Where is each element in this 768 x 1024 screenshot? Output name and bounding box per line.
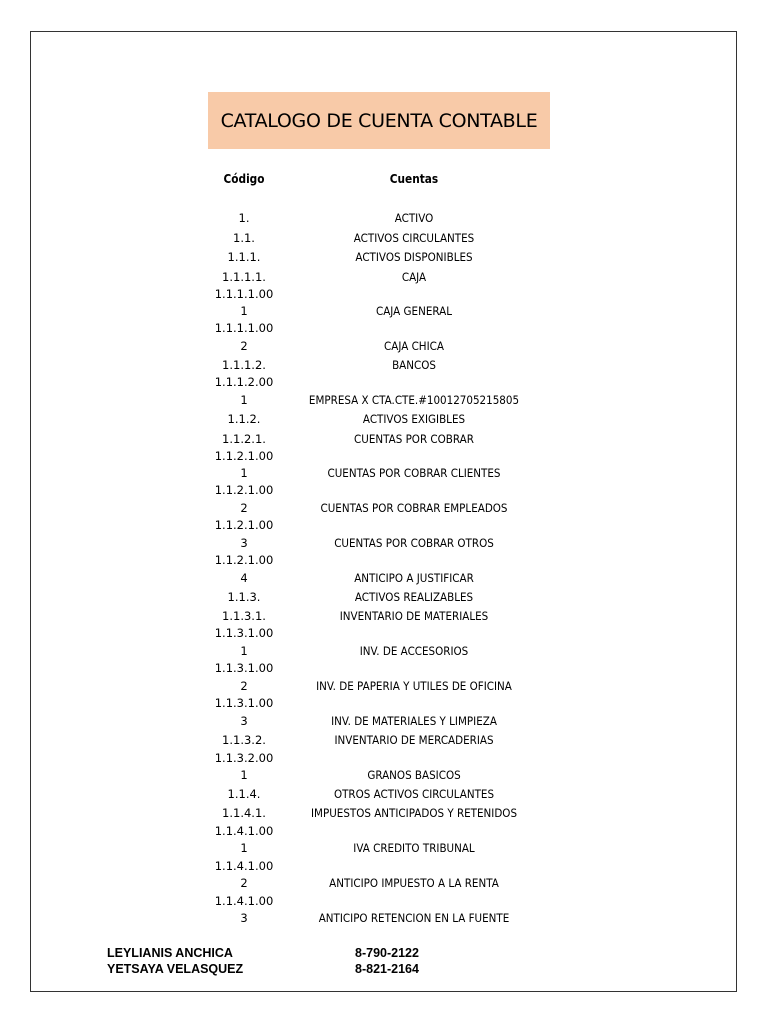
account-name: INV. DE PAPERIA Y UTILES DE OFICINA [316,679,512,693]
account-name: ANTICIPO RETENCION EN LA FUENTE [318,911,510,925]
account-code: 1.1.4.1.00 [214,859,274,873]
account-code: 1.1.2. [227,412,261,426]
account-name: ACTIVOS EXIGIBLES [362,412,466,426]
account-code: 1.1.2.1.00 [214,518,274,532]
column-header-account: Cuentas [389,172,439,186]
account-code: 1.1.2.1. [222,432,266,446]
account-code: 1.1.4.1. [222,806,266,820]
document-title: CATALOGO DE CUENTA CONTABLE [220,109,538,132]
column-header-code: Código [223,172,265,186]
account-code: 1 [240,768,248,782]
account-name: CAJA [401,270,427,284]
account-code: 4 [240,571,248,585]
account-code: 1 [240,841,248,855]
account-name: GRANOS BASICOS [367,768,461,782]
author-phone: 8-821-2164 [355,962,419,976]
account-name: IVA CREDITO TRIBUNAL [353,841,475,855]
account-code: 1. [238,211,250,225]
account-name: BANCOS [392,358,436,372]
account-name: CUENTAS POR COBRAR CLIENTES [327,466,501,480]
account-code: 1.1.4.1.00 [214,824,274,838]
account-code: 1.1.4. [227,787,261,801]
account-code: 1 [240,393,248,407]
account-code: 1.1.1. [227,250,261,264]
account-code: 2 [240,339,248,353]
account-code: 1.1.1.1.00 [214,287,274,301]
account-code: 3 [240,714,248,728]
account-name: INV. DE ACCESORIOS [359,644,469,658]
account-code: 1.1.1.2.00 [214,375,274,389]
account-code: 3 [240,911,248,925]
account-code: 1.1.3.1.00 [214,661,274,675]
account-code: 1.1.1.1.00 [214,321,274,335]
account-code: 2 [240,876,248,890]
author-name: LEYLIANIS ANCHICA [107,946,233,960]
account-code: 1 [240,644,248,658]
account-code: 1 [240,466,248,480]
account-name: ANTICIPO IMPUESTO A LA RENTA [329,876,499,890]
account-code: 2 [240,679,248,693]
account-name: ACTIVOS REALIZABLES [354,590,474,604]
account-name: CUENTAS POR COBRAR EMPLEADOS [320,501,508,515]
account-code: 1.1.2.1.00 [214,553,274,567]
account-code: 1.1.3.1. [222,609,266,623]
account-name: ANTICIPO A JUSTIFICAR [354,571,474,585]
author-phone: 8-790-2122 [355,946,419,960]
account-code: 1.1.3. [227,590,261,604]
account-code: 1.1.3.2.00 [214,751,274,765]
account-code: 1 [240,304,248,318]
account-name: CUENTAS POR COBRAR OTROS [334,536,494,550]
account-name: INV. DE MATERIALES Y LIMPIEZA [331,714,497,728]
account-name: ACTIVOS CIRCULANTES [353,231,475,245]
account-code: 1.1.2.1.00 [214,483,274,497]
account-code: 1.1.1.1. [222,270,266,284]
account-code: 3 [240,536,248,550]
account-code: 1.1.2.1.00 [214,449,274,463]
account-name: INVENTARIO DE MATERIALES [339,609,489,623]
account-name: INVENTARIO DE MERCADERIAS [334,733,494,747]
account-code: 1.1.3.1.00 [214,626,274,640]
account-name: ACTIVOS DISPONIBLES [355,250,473,264]
account-name: IMPUESTOS ANTICIPADOS Y RETENIDOS [310,806,518,820]
account-name: CUENTAS POR COBRAR [354,432,474,446]
account-code: 1.1. [233,231,255,245]
author-name: YETSAYA VELASQUEZ [107,962,244,976]
account-code: 1.1.4.1.00 [214,894,274,908]
account-name: OTROS ACTIVOS CIRCULANTES [333,787,495,801]
title-banner [208,92,550,149]
account-name: CAJA GENERAL [375,304,452,318]
account-code: 2 [240,501,248,515]
account-code: 1.1.3.1.00 [214,696,274,710]
account-code: 1.1.1.2. [222,358,266,372]
account-code: 1.1.3.2. [222,733,266,747]
account-name: CAJA CHICA [384,339,444,353]
account-name: ACTIVO [394,211,434,225]
account-name: EMPRESA X CTA.CTE.#10012705215805 [308,393,520,407]
